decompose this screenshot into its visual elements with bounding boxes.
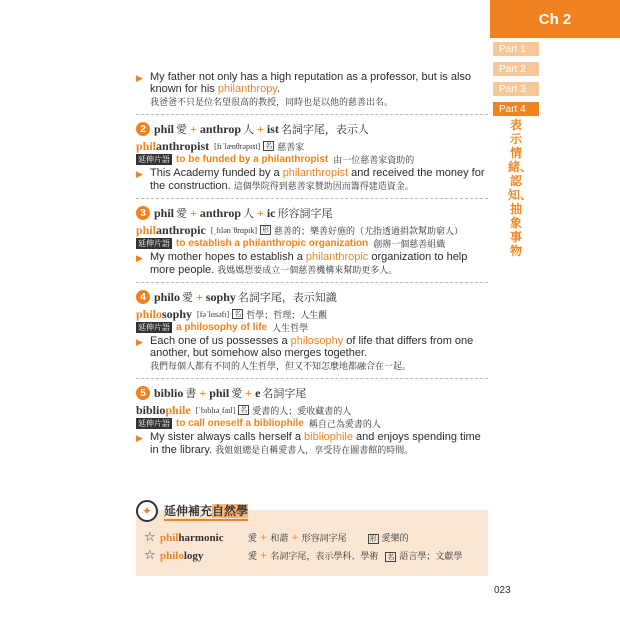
arrow-icon: ▶ <box>136 169 143 179</box>
entry-4-phrase: 延伸片語 a philosophy of life 人生哲學 <box>138 322 309 334</box>
chapter-tab[interactable]: Ch 2 <box>490 0 620 38</box>
example-text-end: . <box>277 83 281 95</box>
highlight-word: philanthropy <box>217 83 277 95</box>
entry-number-badge: 4 <box>136 290 150 304</box>
lightbulb-icon: ✦ <box>136 500 158 522</box>
arrow-icon: ▶ <box>136 253 143 263</box>
entry-5-phrase: 延伸片語 to call oneself a bibliophile 稱自己為愛書的人 <box>138 418 381 430</box>
arrow-icon: ▶ <box>136 337 143 347</box>
part-4-tab[interactable]: Part 4 <box>493 102 539 116</box>
entry-number-badge: 3 <box>136 206 150 220</box>
part-3-tab[interactable]: Part 3 <box>493 82 539 96</box>
entry-4-example: ▶ Each one of us possesses a philosophy of life that differs from one another, but somehow also merges together. 我們每個人都有不同的人生哲學，但又不知怎麼地都融合在一起。 <box>136 335 474 372</box>
page-number: 023 <box>494 585 511 596</box>
supplement-box <box>136 503 488 576</box>
entry-3-phrase: 延伸片語 to establish a philanthropic organization 創辦一個慈善組織 <box>138 238 446 250</box>
example-text: My father not only has a high reputation as a professor, but is also known for his <box>150 71 472 95</box>
supplement-row: ☆ philology 愛 + 名詞字尾，表示學科、學術 名 語言學；文獻學 <box>144 548 463 563</box>
divider <box>136 378 488 379</box>
entry-4-word: philo sophy [fəˈlɑsəfɪ] 名 哲學；哲理；人生觀 <box>136 306 328 321</box>
arrow-icon: ▶ <box>136 73 143 83</box>
intro-example <box>136 71 488 108</box>
entry-number-badge: 5 <box>136 386 150 400</box>
entry-5-word: biblio phile [ˈbɪblɪə͵faɪl] 名 愛書的人；愛收藏書的人 <box>136 402 352 417</box>
divider <box>136 282 488 283</box>
entry-2-example: ▶ This Academy funded by a philanthropist and received the money for the construction. 這個學院得到慈善家贊助因而籌得建造資金。 <box>136 167 485 192</box>
star-outline-icon: ☆ <box>144 530 156 545</box>
main-content <box>136 70 488 456</box>
entry-2-etymology: 2 phil 愛 + anthrop 人 + ist 名詞字尾，表示人 <box>136 121 488 137</box>
entry-number-badge: 2 <box>136 122 150 136</box>
entry-3-word: phil anthropic [͵fɪlənˈθrɑpɪk] 形 慈善的；樂善好施的（尤指透過捐款幫助窮人） <box>136 222 464 237</box>
divider <box>136 198 488 199</box>
part-1-tab[interactable]: Part 1 <box>493 42 539 56</box>
arrow-icon: ▶ <box>136 433 143 443</box>
example-translation: 我爸爸不只是位名望很高的教授，同時也是以他的慈善出名。 <box>150 98 394 108</box>
part-2-tab[interactable]: Part 2 <box>493 62 539 76</box>
entry-5-example: ▶ My sister always calls herself a bibliophile and enjoys spending time in the library. 我姐姐總是自稱愛書人，享受待在圖書館的時間。 <box>136 431 481 456</box>
star-outline-icon: ☆ <box>144 548 156 563</box>
supplement-title: 延伸補充自然學 <box>164 502 248 521</box>
entry-2-phrase: 延伸片語 to be funded by a philanthropist 由一位慈善家資助的 <box>138 154 415 166</box>
section-title-vertical: 表示情緒、認知、抽象事物 <box>508 118 533 258</box>
entry-5-etymology: 5 biblio 書 + phil 愛 + e 名詞字尾 <box>136 385 488 401</box>
entry-4-etymology: 4 philo 愛 + sophy 名詞字尾，表示知識 <box>136 289 488 305</box>
entry-3-etymology: 3 phil 愛 + anthrop 人 + ic 形容詞字尾 <box>136 205 488 221</box>
entry-3-example: ▶ My mother hopes to establish a philanthropic organization to help more people. 我媽媽想要成立一個慈善機構來幫助更多人。 <box>136 251 468 276</box>
entry-2-word: phil anthropist [fɪˈlænθrəpɪst] 名 慈善家 <box>136 138 305 153</box>
supplement-row: ☆ philharmonic 愛 + 和諧 + 形容詞字尾 形 愛樂的 <box>144 530 409 545</box>
supplement-header <box>136 500 248 522</box>
divider <box>136 114 488 115</box>
